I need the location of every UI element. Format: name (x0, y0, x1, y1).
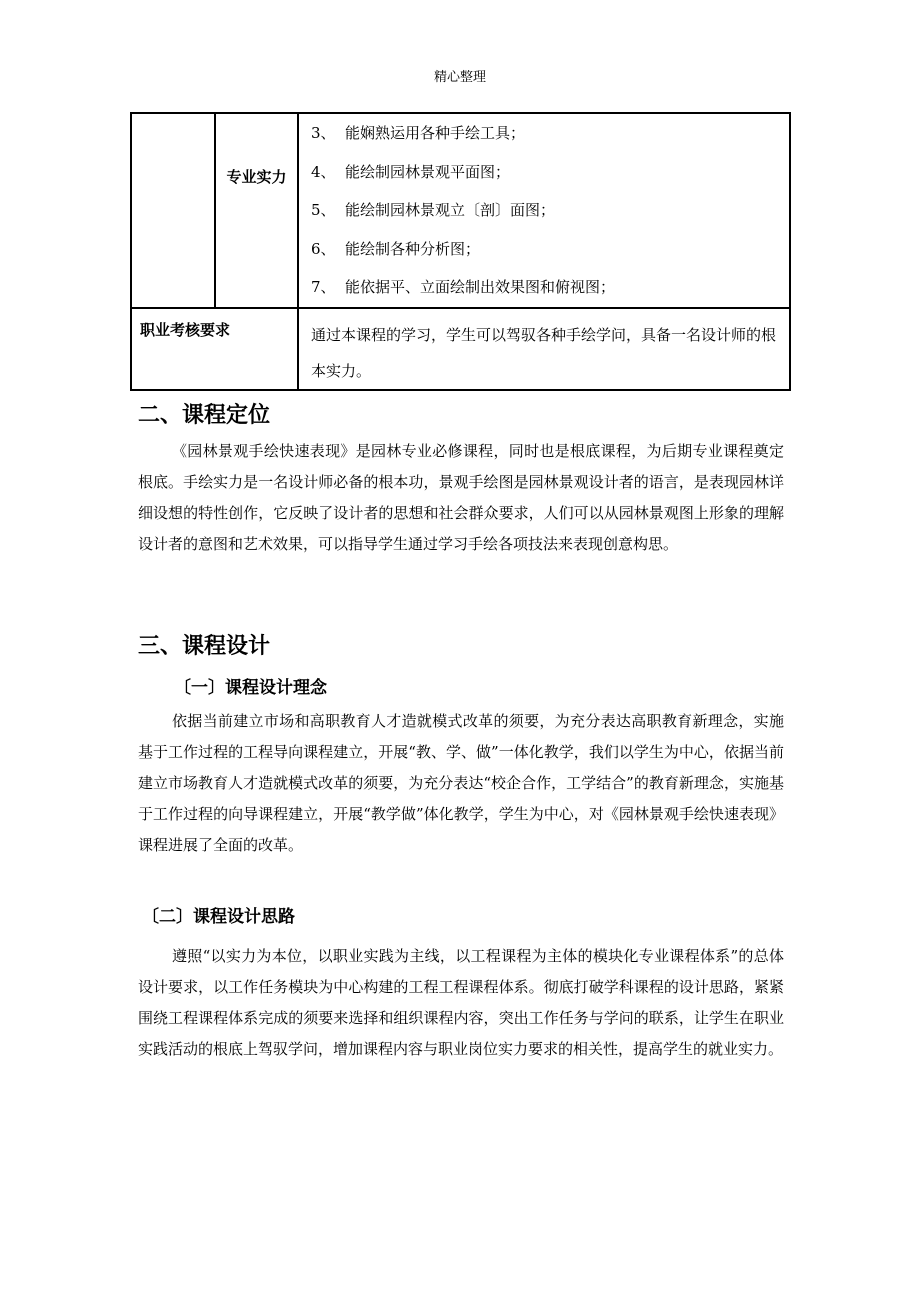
skill-item-number: 6、 (311, 239, 336, 258)
skill-item-number: 4、 (311, 162, 336, 181)
section-heading-design: 三、课程设计 (138, 634, 271, 659)
skill-item-number: 5、 (311, 201, 336, 220)
design-concept-paragraph: 依据当前建立市场和高职教育人才造就模式改革的须要，为充分表达高职教育新理念，实施基于工作过程的工程导向课程建立，开展“教、学、做”一体化教学，我们以学生为中心，依据当前建立市场教育人才造就模式改革的须要，为充分表达“校企合作，工学结合”的教育新理念，实施基于工作过程的向导课程建立，开展“教学做”体化教学，学生为中心，对《园林景观手绘快速表现》课程进展了全面的改革。 (138, 712, 784, 854)
course-ability-table (130, 112, 791, 391)
skill-item-text: 能依据平、立面绘制出效果图和俯视图； (345, 278, 616, 297)
skill-item (311, 268, 781, 307)
skill-items-cell (298, 113, 790, 308)
skill-item (311, 153, 781, 192)
skill-item-number: 7、 (311, 278, 336, 297)
requirement-text: 通过本课程的学习，学生可以驾驭各种手绘学问，具备一名设计师的根本实力。 (298, 308, 790, 390)
skill-item-text: 能绘制园林景观平面图； (345, 162, 511, 181)
requirement-label: 职业考核要求 (131, 308, 298, 390)
empty-cell (131, 113, 215, 308)
skill-row (131, 113, 790, 308)
subheading-design-approach: 〔二〕课程设计思路 (142, 907, 295, 927)
skill-label-cell (215, 113, 298, 308)
section-heading-positioning: 二、课程定位 (138, 403, 271, 428)
skill-label: 专业实力 (226, 168, 287, 186)
skill-item-number: 3、 (311, 124, 336, 142)
skill-item-text: 能绘制园林景观立〔剖〕面图； (345, 201, 556, 220)
skill-item (311, 114, 781, 153)
skill-item (311, 230, 781, 269)
positioning-paragraph: 《园林景观手绘快速表现》是园林专业必修课程，同时也是根底课程，为后期专业课程奠定根底。手绘实力是一名设计师必备的根本功，景观手绘图是园林景观设计者的语言，是表现园林详细设想的特性创作，它反映了设计者的思想和社会群众要求，人们可以从园林景观图上形象的理解设计者的意图和艺术效果，可以指导学生通过学习手绘各项技法来表现创意构思。 (138, 442, 784, 553)
page-header-note: 精心整理 (433, 70, 486, 85)
skill-item (311, 191, 781, 230)
subheading-design-concept: 〔一〕课程设计理念 (174, 678, 327, 698)
design-approach-paragraph: 遵照“以实力为本位，以职业实践为主线，以工程课程为主体的模块化专业课程体系”的总体设计要求，以工作任务模块为中心构建的工程工程课程体系。彻底打破学科课程的设计思路，紧紧围绕工程课程体系完成的须要来选择和组织课程内容，突出工作任务与学问的联系，让学生在职业实践活动的根底上驾驭学问，增加课程内容与职业岗位实力要求的相关性，提高学生的就业实力。 (138, 947, 784, 1058)
skill-item-text: 能娴熟运用各种手绘工具； (345, 124, 526, 142)
skill-item-text: 能绘制各种分析图； (345, 239, 481, 258)
requirement-row (131, 308, 790, 390)
